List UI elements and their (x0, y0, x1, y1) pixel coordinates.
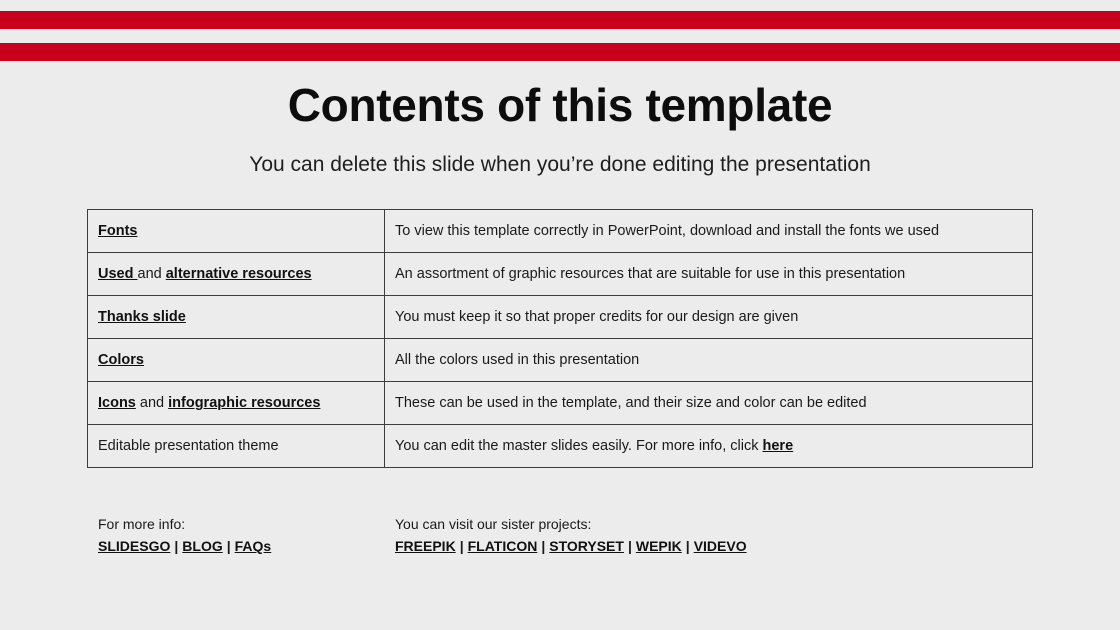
here-link[interactable]: here (762, 438, 794, 454)
table-row (88, 296, 1033, 339)
sister-projects-links (395, 535, 747, 557)
infographic-resources-link[interactable]: infographic resources (168, 395, 321, 411)
sister-projects-section (395, 513, 747, 557)
more-info-section (98, 513, 271, 557)
row-topic-cell (88, 296, 385, 339)
table-row (88, 382, 1033, 425)
row-description: All the colors used in this presentation (395, 352, 640, 368)
faqs-link[interactable]: FAQs (234, 538, 272, 554)
used-resources-link[interactable]: Used (98, 266, 138, 282)
row-description: You must keep it so that proper credits for our design are given (395, 309, 799, 325)
more-info-label: For more info: (98, 516, 186, 532)
row-description-cell (385, 210, 1033, 253)
row-description-cell (385, 296, 1033, 339)
colors-link[interactable]: Colors (98, 352, 144, 368)
row-description-cell (385, 425, 1033, 468)
row-description: An assortment of graphic resources that are suitable for use in this presentation (395, 266, 906, 282)
row-description-cell (385, 339, 1033, 382)
row-topic-cell (88, 253, 385, 296)
separator: | (226, 538, 231, 554)
blog-link[interactable]: BLOG (182, 538, 223, 554)
row-topic-cell (88, 382, 385, 425)
row-description: You can edit the master slides easily. For more info, click (395, 438, 763, 454)
table-row (88, 253, 1033, 296)
table-row (88, 339, 1033, 382)
separator: | (174, 538, 179, 554)
editable-theme-label: Editable presentation theme (98, 438, 279, 454)
connector-text: and (135, 395, 169, 411)
row-description: To view this template correctly in PowerPoint, download and install the fonts we used (395, 223, 940, 239)
table-row (88, 210, 1033, 253)
separator: | (685, 538, 690, 554)
top-stripe-1 (0, 11, 1120, 29)
sister-projects-label: You can visit our sister projects: (395, 516, 592, 532)
freepik-link[interactable]: FREEPIK (395, 538, 456, 554)
wepik-link[interactable]: WEPIK (635, 538, 682, 554)
slide-subtitle: You can delete this slide when you’re done editing the presentation (249, 153, 871, 176)
row-description: These can be used in the template, and their size and color can be edited (395, 395, 867, 411)
connector-text: and (137, 266, 166, 282)
table-row (88, 425, 1033, 468)
slidesgo-link[interactable]: SLIDESGO (98, 538, 171, 554)
top-stripe-2 (0, 43, 1120, 61)
alternative-resources-link[interactable]: alternative resources (165, 266, 312, 282)
row-description-cell (385, 253, 1033, 296)
separator: | (627, 538, 632, 554)
slide-title: Contents of this template (287, 79, 833, 131)
contents-table (87, 209, 1033, 468)
separator: | (459, 538, 464, 554)
icons-link[interactable]: Icons (98, 395, 136, 411)
row-topic-cell (88, 425, 385, 468)
row-topic-cell (88, 210, 385, 253)
storyset-link[interactable]: STORYSET (549, 538, 624, 554)
more-info-links (98, 535, 271, 557)
videvo-link[interactable]: VIDEVO (693, 538, 747, 554)
thanks-slide-link[interactable]: Thanks slide (98, 309, 186, 325)
separator: | (541, 538, 546, 554)
fonts-link[interactable]: Fonts (98, 223, 138, 239)
flaticon-link[interactable]: FLATICON (467, 538, 538, 554)
row-topic-cell (88, 339, 385, 382)
row-description-cell (385, 382, 1033, 425)
